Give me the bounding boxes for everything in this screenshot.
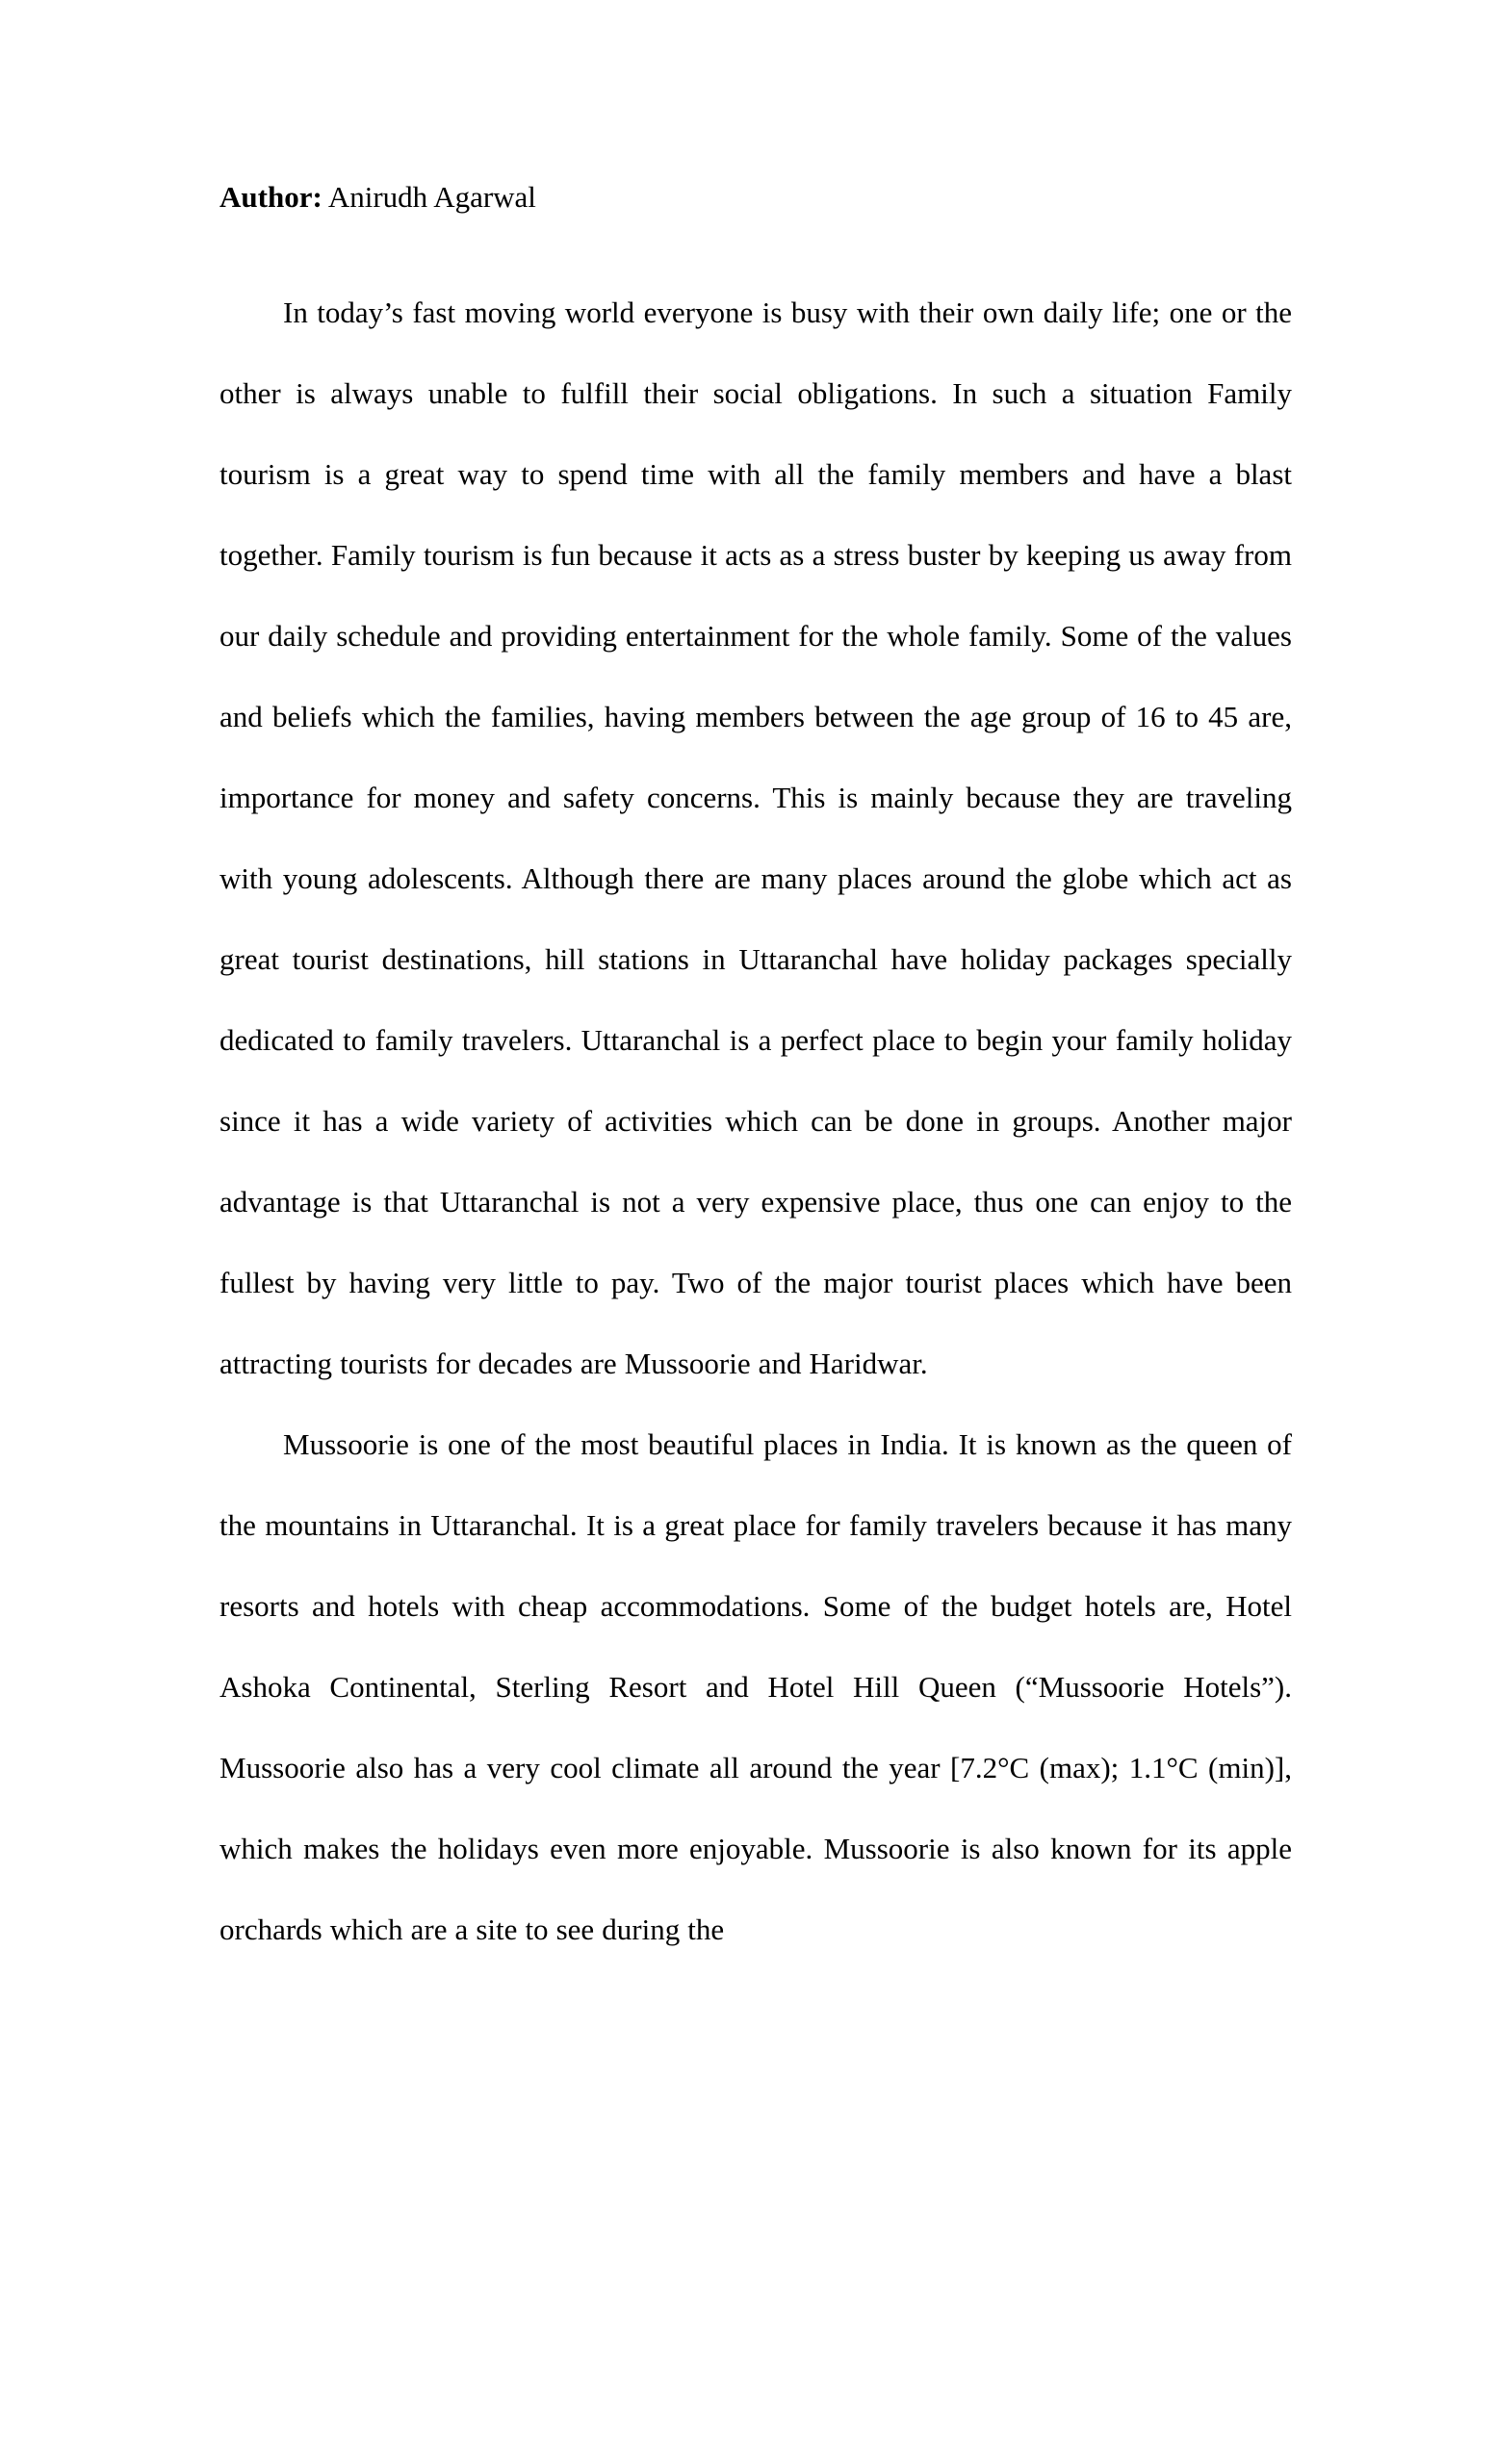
document-content: [219, 0, 1292, 1970]
author-name-value: Anirudh Agarwal: [327, 180, 536, 214]
paragraph-2: Mussoorie is one of the most beautiful places in India. It is known as the queen of the mountains in Uttaranchal. It is a great place for family travelers because it has many resorts and hotels with cheap accommodations. Some of the budget hotels are, Hotel Ashoka Continental, Sterling Resort and Hotel Hill Queen (“Mussoorie Hotels”). Mussoorie also has a very cool climate all around the year [7.2°C (max); 1.1°C (min)], which makes the holidays even more enjoyable. Mussoorie is also known for its apple orchards which are a site to see during the: [219, 1427, 1292, 1947]
author-line: [219, 0, 1292, 215]
paragraph-1: In today’s fast moving world everyone is busy with their own daily life; one or the other is always unable to fulfill their social obligations. In such a situation Family tourism is a great way to spend time with all the family members and have a blast together. Family tourism is fun because it acts as a stress buster by keeping us away from our daily schedule and providing entertainment for the whole family. Some of the values and beliefs which the families, having members between the age group of 16 to 45 are, importance for money and safety concerns. This is mainly because they are traveling with young adolescents. Although there are many places around the globe which act as great tourist destinations, hill stations in Uttaranchal have holiday packages specially dedicated to family travelers. Uttaranchal is a perfect place to begin your family holiday since it has a wide variety of activities which can be done in groups. Another major advantage is that Uttaranchal is not a very expensive place, thus one can enjoy to the fullest by having very little to pay. Two of the major tourist places which have been attracting tourists for decades are Mussoorie and Haridwar.: [219, 295, 1292, 1381]
author-label: Author:: [219, 180, 322, 214]
body-text: [219, 272, 1292, 1970]
